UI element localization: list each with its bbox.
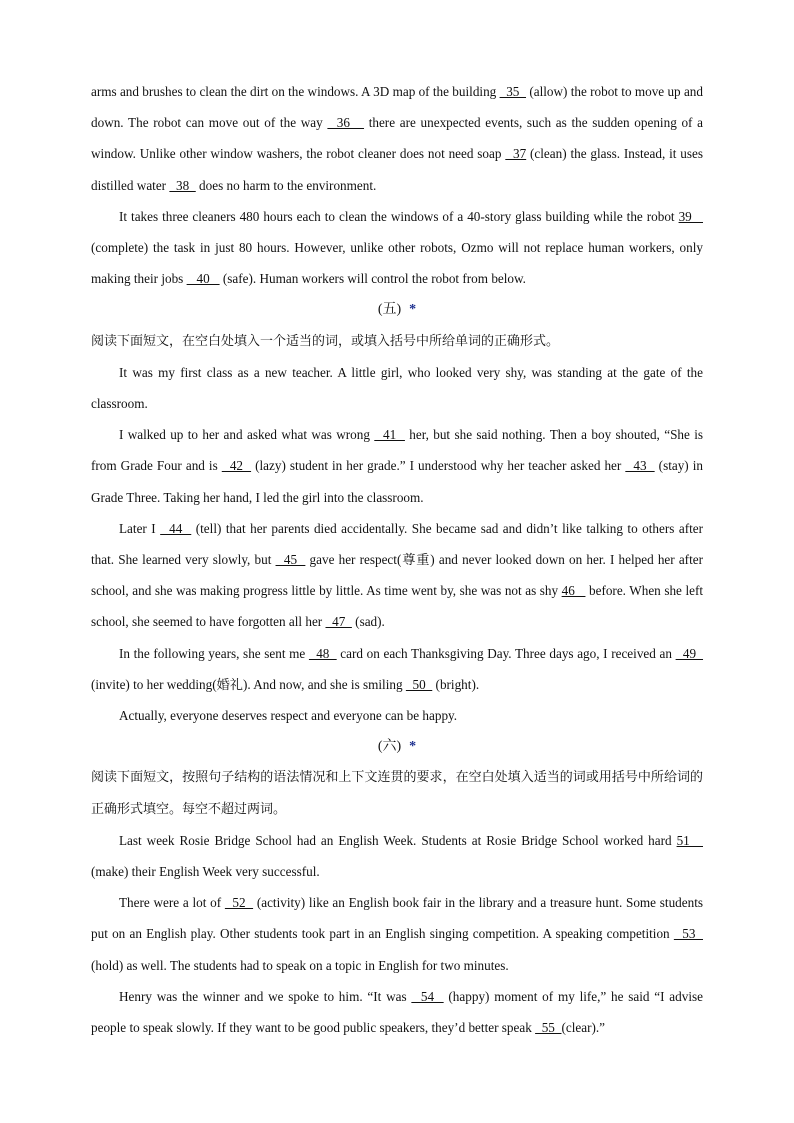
text-run: (bright).	[432, 676, 480, 692]
star-icon: *	[409, 302, 417, 318]
section-5-heading	[91, 294, 703, 325]
blank-48[interactable]: 48	[308, 645, 337, 661]
star-icon: *	[409, 739, 417, 755]
passage4-paragraph-1	[91, 76, 703, 201]
text-run: (clear).”	[561, 1020, 606, 1036]
blank-40[interactable]: 40	[186, 271, 220, 287]
text-run: (allow) the robot to move up and down. The robot can move out of the way	[91, 84, 703, 131]
blank-38[interactable]: 38	[169, 177, 196, 193]
text-run: (activity) like an English book fair in the library and a treasure hunt. Some students put on an English play. Other students took part in an English singing competition. A speaking competition	[91, 895, 703, 942]
text-run: There were a lot of	[119, 895, 225, 911]
blank-51[interactable]: 51	[676, 832, 703, 848]
text-run: her, but she said nothing. Then a boy shouted, “She is from Grade Four and is	[91, 427, 704, 474]
section-5-paragraph-2	[91, 419, 703, 513]
text-run: there are unexpected events, such as the sudden opening of a window. Unlike other window washers, the robot cleaner does not need soap	[91, 115, 703, 162]
text-run: (tell) that her parents died accidentally. She became sad and didn’t like talking to others after that. She learned very slowly, but	[91, 520, 704, 568]
blank-42[interactable]: 42	[221, 458, 252, 474]
text-run: (happy) moment of my life,” he said “I advise people to speak slowly. If they want to be good public speakers, they’d better speak	[91, 988, 703, 1036]
text-run: (invite) to her wedding(婚礼). And now, and she is smiling	[91, 676, 406, 692]
section-6-heading	[91, 731, 703, 762]
document-page	[91, 76, 703, 1043]
text-run: I walked up to her and asked what was wrong	[119, 427, 375, 443]
section-5-paragraph-1: It was my first class as a new teacher. A little girl, who looked very shy, was standing at the gate of the classroom.	[91, 364, 703, 412]
text-run: (sad).	[351, 614, 385, 630]
blank-50[interactable]: 50	[405, 676, 433, 692]
section-6-title: (六)	[377, 739, 402, 755]
section-6-paragraph-1	[91, 825, 703, 887]
blank-37[interactable]: 37	[505, 146, 527, 162]
text-run: gave her respect(尊重) and never looked down on her. I helped her after school, and she was making progress little by little. As time went by, she was not as shy	[91, 552, 703, 599]
blank-55[interactable]: 55	[535, 1020, 562, 1036]
blank-44[interactable]: 44	[160, 520, 192, 536]
section-5-instruction: 阅读下面短文，在空白处填入一个适当的词，或填入括号中所给单词的正确形式。	[91, 333, 560, 349]
text-run: Last week Rosie Bridge School had an English Week. Students at Rosie Bridge School worked hard	[119, 832, 677, 848]
blank-35[interactable]: 35	[499, 84, 527, 99]
text-run: Later I	[119, 520, 161, 536]
blank-36[interactable]: 36	[327, 115, 365, 131]
section-5-paragraph-3	[91, 513, 703, 638]
text-run: (complete) the task in just 80 hours. However, unlike other robots, Ozmo will not replace human workers, only making their jobs	[91, 240, 703, 287]
text-run: (make) their English Week very successful.	[91, 864, 320, 880]
blank-39[interactable]: 39	[678, 208, 703, 224]
section-5-paragraph-4	[91, 638, 703, 700]
section-6-paragraph-2	[91, 887, 703, 981]
text-run: does no harm to the environment.	[195, 177, 377, 193]
text-run: (hold) as well. The students had to speak on a topic in English for two minutes.	[91, 957, 509, 973]
text-run: (safe). Human workers will control the robot from below.	[219, 271, 526, 287]
text-run: Henry was the winner and we spoke to him. “It was	[119, 988, 412, 1004]
blank-54[interactable]: 54	[411, 988, 444, 1004]
text-run: (stay) in Grade Three. Taking her hand, I led the girl into the classroom.	[91, 458, 703, 505]
text-run: arms and brushes to clean the dirt on the windows. A 3D map of the building	[91, 84, 500, 99]
text-run: (clean) the glass. Instead, it uses distilled water	[91, 146, 703, 193]
section-5-title: (五)	[377, 302, 402, 318]
text-run: card on each Thanksgiving Day. Three days ago, I received an	[336, 645, 676, 661]
section-5-paragraph-5: Actually, everyone deserves respect and everyone can be happy.	[119, 708, 458, 724]
text-run: It takes three cleaners 480 hours each to clean the windows of a 40-story glass building while the robot	[119, 208, 679, 224]
section-6-paragraph-3	[91, 981, 703, 1043]
blank-45[interactable]: 45	[275, 552, 306, 568]
blank-46[interactable]: 46	[561, 583, 586, 599]
text-run: (lazy) student in her grade.” I understood why her teacher asked her	[251, 458, 626, 474]
blank-41[interactable]: 41	[374, 427, 405, 443]
section-6-instruction: 阅读下面短文，按照句子结构的语法情况和上下文连贯的要求，在空白处填入适当的词或用括号中所给词的正确形式填空。每空不超过两词。	[91, 770, 703, 817]
blank-43[interactable]: 43	[625, 458, 655, 474]
text-run: In the following years, she sent me	[119, 645, 309, 661]
blank-49[interactable]: 49	[675, 645, 704, 661]
blank-53[interactable]: 53	[673, 926, 703, 942]
blank-47[interactable]: 47	[325, 614, 352, 630]
passage4-paragraph-2	[91, 201, 703, 295]
text-run: before. When she left school, she seemed to have forgotten all her	[91, 583, 704, 630]
blank-52[interactable]: 52	[224, 895, 254, 911]
